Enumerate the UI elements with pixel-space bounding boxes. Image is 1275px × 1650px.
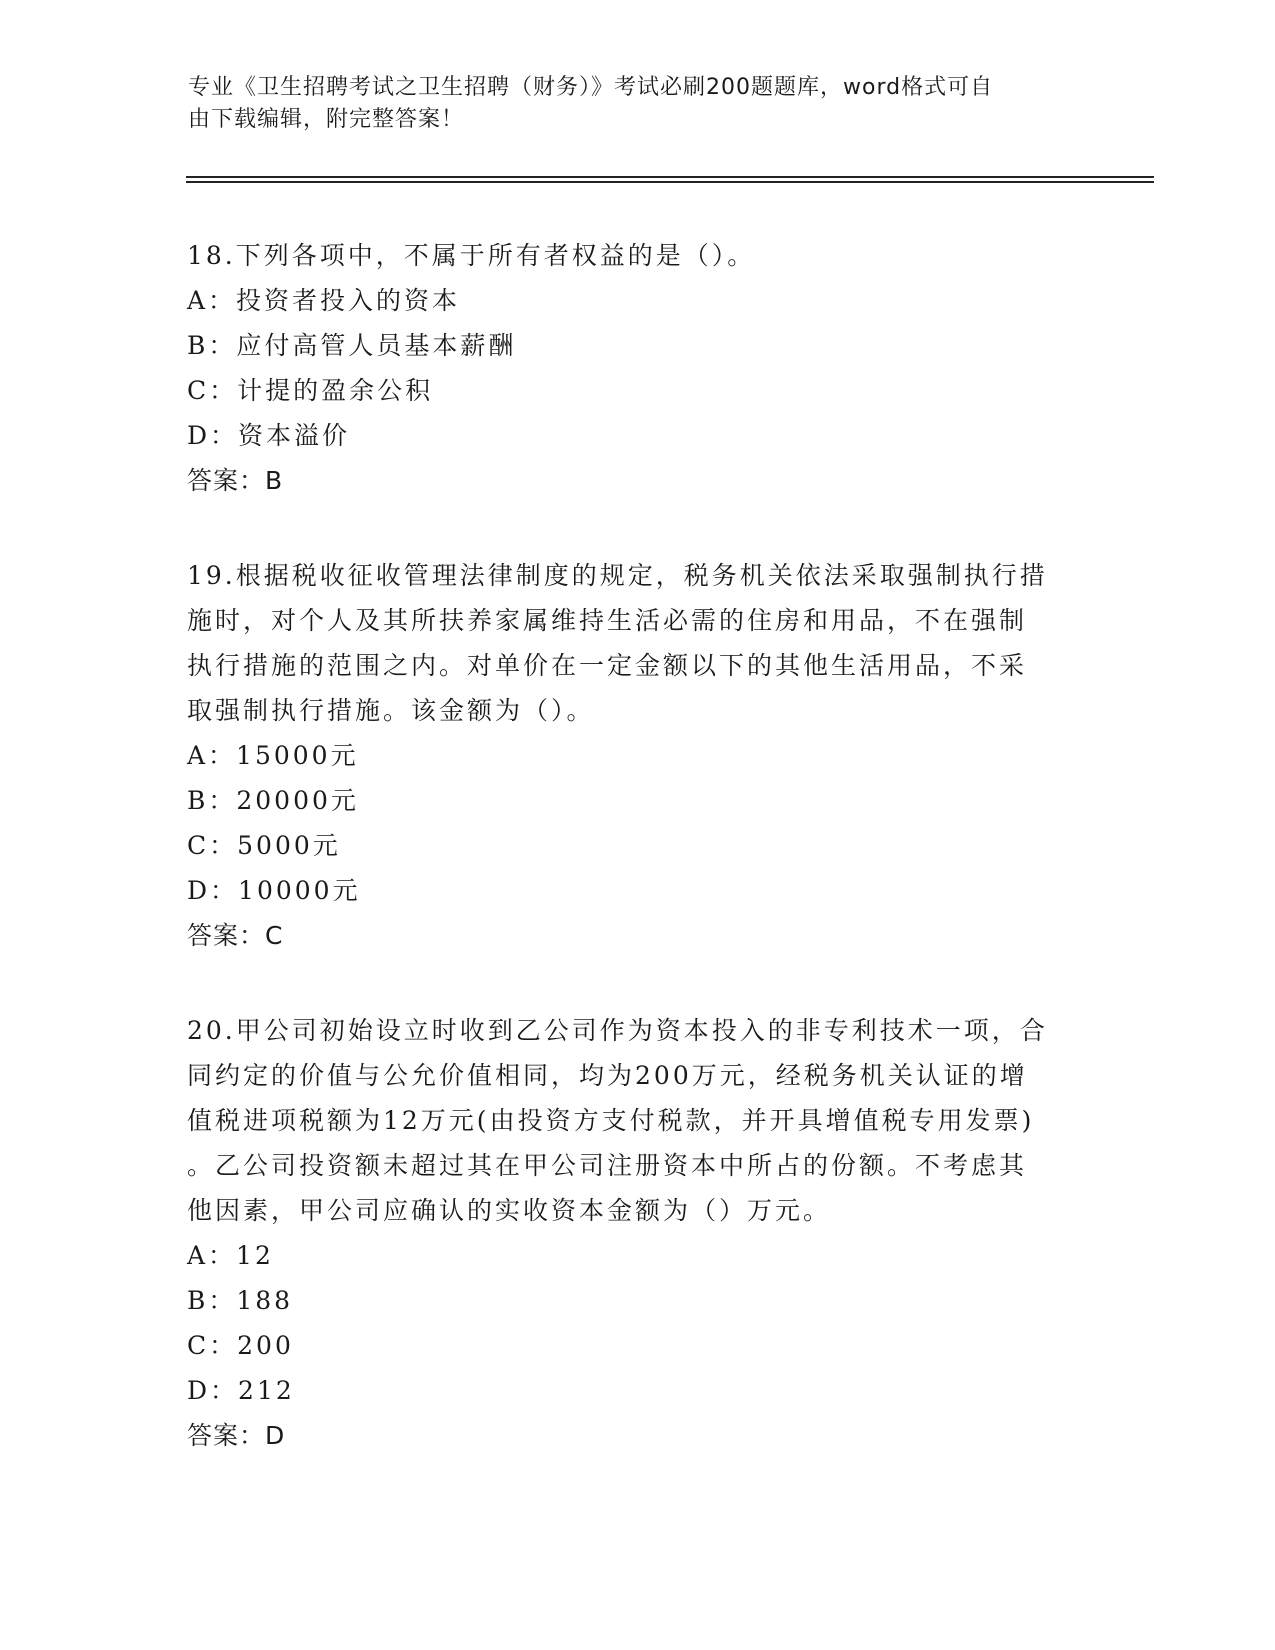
option-a: A：投资者投入的资本: [187, 286, 461, 315]
stem-line: 20.甲公司初始设立时收到乙公司作为资本投入的非专利技术一项，合: [187, 1016, 1048, 1045]
option-d: D：10000元: [187, 876, 361, 905]
option-c: C：200: [187, 1331, 294, 1360]
header-line-1: 专业《卫生招聘考试之卫生招聘（财务）》考试必刷200题题库，word格式可自: [188, 75, 994, 100]
answer: 答案：B: [187, 466, 284, 495]
header-divider-top: [186, 176, 1154, 178]
option-c: C：计提的盈余公积: [187, 376, 434, 405]
stem-line: 取强制执行措施。该金额为（）。: [187, 696, 595, 725]
question-stem: [187, 553, 1077, 733]
option-b: B：应付高管人员基本薪酬: [187, 331, 517, 360]
header-divider-bottom: [186, 181, 1154, 183]
document-header: [188, 72, 1068, 136]
question-stem: [187, 233, 1077, 278]
stem-line: 他因素，甲公司应确认的实收资本金额为（）万元。: [187, 1196, 832, 1225]
stem-line: 同约定的价值与公允价值相同，均为200万元，经税务机关认证的增: [187, 1061, 1028, 1090]
stem-line: 。乙公司投资额未超过其在甲公司注册资本中所占的份额。不考虑其: [187, 1151, 1028, 1180]
stem-line: 施时，对个人及其所扶养家属维持生活必需的住房和用品，不在强制: [187, 606, 1028, 635]
option-d: D：212: [187, 1376, 295, 1405]
option-b: B：20000元: [187, 786, 359, 815]
stem-line: 值税进项税额为12万元(由投资方支付税款，并开具增值税专用发票): [187, 1106, 1035, 1135]
option-a: A：15000元: [187, 741, 359, 770]
answer: 答案：D: [187, 1421, 286, 1450]
question-19: [187, 553, 1077, 958]
question-stem: [187, 1008, 1077, 1233]
question-18: [187, 233, 1077, 503]
header-line-2: 由下载编辑，附完整答案！: [188, 107, 465, 132]
option-c: C：5000元: [187, 831, 341, 860]
option-b: B：188: [187, 1286, 294, 1315]
option-d: D：资本溢价: [187, 421, 351, 450]
stem-line: 19.根据税收征收管理法律制度的规定，税务机关依法采取强制执行措: [187, 561, 1048, 590]
question-20: [187, 1008, 1077, 1458]
stem-line: 18.下列各项中，不属于所有者权益的是（）。: [187, 241, 756, 270]
answer: 答案：C: [187, 921, 284, 950]
stem-line: 执行措施的范围之内。对单价在一定金额以下的其他生活用品，不采: [187, 651, 1028, 680]
option-a: A：12: [187, 1241, 274, 1270]
